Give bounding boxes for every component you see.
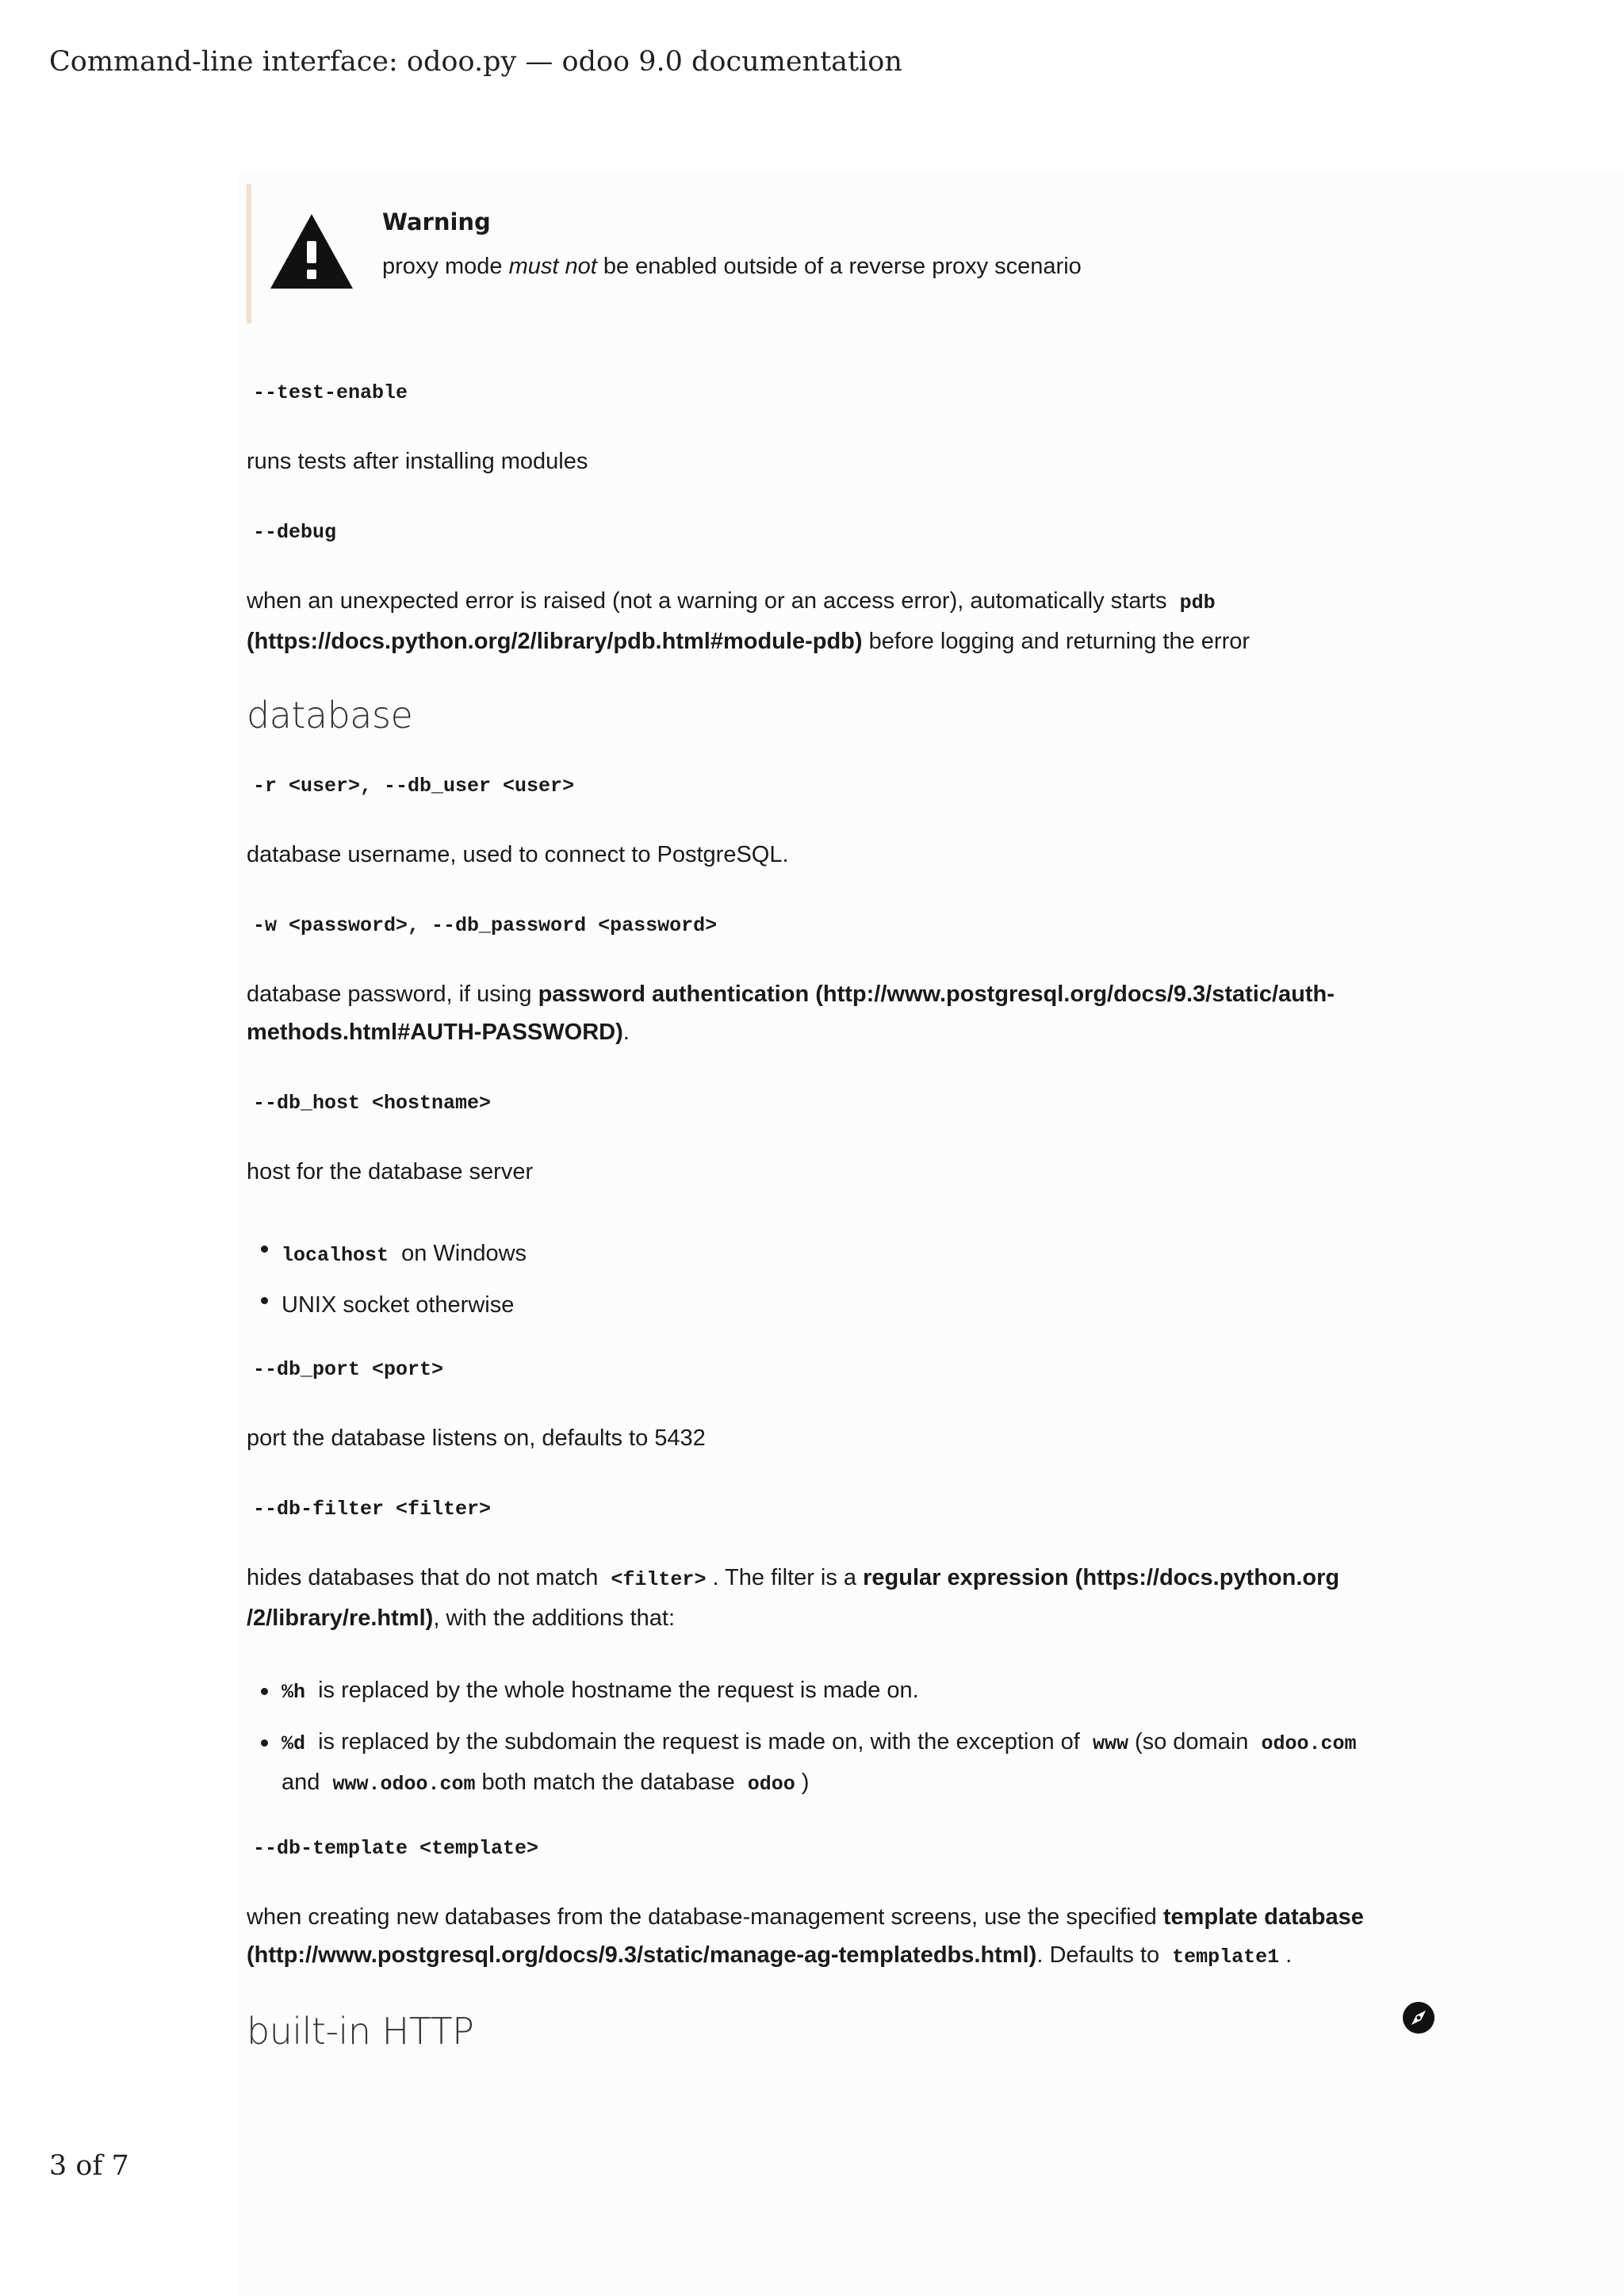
- warning-admonition: [247, 184, 1377, 323]
- password-auth-link[interactable]: password authentication (http://www.postgresql.org/docs/9.3/static/auth-: [538, 982, 1335, 1007]
- warning-title: Warning: [382, 209, 491, 235]
- list-item: localhost on Windows: [247, 1229, 1373, 1280]
- print-header-title: Command-line interface: odoo.py — odoo 9.0 documentation: [49, 46, 902, 78]
- db-filter-list: [247, 1671, 1373, 1804]
- option-db-user: -r <user>, --db_user <user>: [253, 775, 575, 798]
- option-db-password-description: database password, if using password authentication (http://www.postgresql.org/docs/9.3/static/auth- methods.html#AUTH-PASSWORD).: [247, 982, 1335, 1045]
- template-db-link[interactable]: template database: [1162, 1904, 1364, 1930]
- option-debug: --debug: [253, 521, 337, 544]
- password-auth-link-cont[interactable]: methods.html#AUTH-PASSWORD): [247, 1020, 623, 1045]
- regex-doc-link-cont[interactable]: /2/library/re.html): [247, 1605, 434, 1631]
- section-heading-database: database: [247, 694, 413, 737]
- option-debug-description: when an unexpected error is raised (not a warning or an access error), automatically starts pdb (https://docs.python.org/2/library/pdb.html#module-pdb) before logging and returning the error: [247, 588, 1251, 654]
- option-db-port-description: port the database listens on, defaults to 5432: [247, 1425, 706, 1451]
- option-db-template: --db-template <template>: [253, 1837, 539, 1860]
- option-db-password: -w <password>, --db_password <password>: [253, 914, 718, 937]
- compass-icon[interactable]: [1402, 2001, 1435, 2034]
- option-db-host-description: host for the database server: [247, 1159, 534, 1184]
- option-test-enable-description: runs tests after installing modules: [247, 449, 588, 474]
- list-item: %d is replaced by the subdomain the request is made on, with the exception of www (so domain odoo.com and www.odoo.com both match the database odoo ): [247, 1723, 1373, 1804]
- list-item: UNIX socket otherwise: [247, 1280, 1373, 1330]
- option-db-host: --db_host <hostname>: [253, 1092, 492, 1115]
- option-db-filter: --db-filter <filter>: [253, 1498, 492, 1521]
- option-db-filter-description: hides databases that do not match <filter> . The filter is a regular expression (https://docs.python.org /2/library/re.html), with the additions that:: [247, 1565, 1340, 1631]
- warning-triangle-icon: [269, 212, 354, 290]
- section-heading-builtin-http: built-in HTTP: [247, 2010, 474, 2053]
- option-db-port: --db_port <port>: [253, 1358, 444, 1381]
- list-item: %h is replaced by the whole hostname the request is made on.: [247, 1671, 1373, 1712]
- print-footer-page: 3 of 7: [49, 2150, 129, 2182]
- pdb-code: pdb: [1179, 591, 1216, 614]
- pdb-doc-link[interactable]: (https://docs.python.org/2/library/pdb.html#module-pdb): [247, 629, 863, 654]
- option-db-user-description: database username, used to connect to PostgreSQL.: [247, 842, 789, 867]
- option-db-template-description: when creating new databases from the database-management screens, use the specified template database (http://www.postgresql.org/docs/9.3/static/manage-ag-templatedbs.html). Defaults to template1 .: [247, 1904, 1364, 1969]
- regex-doc-link[interactable]: regular expression (https://docs.python.org: [863, 1565, 1340, 1590]
- option-test-enable: --test-enable: [253, 381, 408, 404]
- warning-text: proxy mode must not be enabled outside of a reverse proxy scenario: [382, 254, 1082, 279]
- template-db-link-cont[interactable]: (http://www.postgresql.org/docs/9.3/static/manage-ag-templatedbs.html): [247, 1942, 1037, 1968]
- db-host-list: [247, 1229, 1373, 1330]
